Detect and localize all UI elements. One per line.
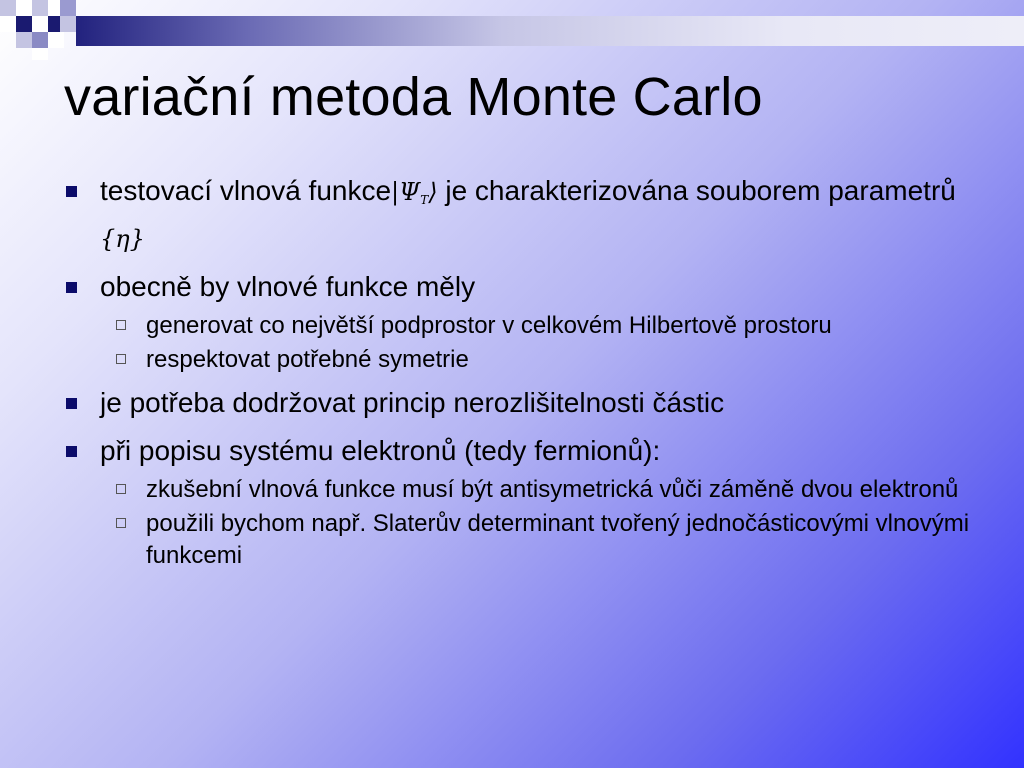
decor-square — [0, 0, 16, 16]
decor-square — [32, 32, 48, 48]
parameter-set-formula: {η} — [100, 225, 145, 253]
sub-list-item — [64, 474, 984, 506]
item-text: při popisu systému elektronů (tedy fermionů): — [100, 435, 661, 466]
decor-square — [60, 16, 76, 32]
list-item — [64, 268, 984, 306]
sub-item-text: použili bychom např. Slaterův determinant tvořený jednočásticovými vlnovými funkcemi — [146, 510, 970, 569]
hollow-square-bullet-icon — [116, 320, 126, 330]
slide-title: variační metoda Monte Carlo — [64, 67, 763, 127]
list-item — [64, 172, 984, 258]
sub-list-item — [64, 344, 984, 376]
sub-item-text: generovat co největší podprostor v celkovém Hilbertově prostoru — [146, 312, 832, 339]
corner-decoration — [0, 0, 1024, 60]
item-text: je potřeba dodržovat princip nerozlišitelnosti částic — [100, 387, 725, 418]
sub-list-item — [64, 508, 984, 572]
sub-item-text: zkušební vlnová funkce musí být antisymetrická vůči záměně dvou elektronů — [146, 476, 959, 503]
item-text: testovací vlnová funkce — [100, 175, 392, 206]
list-item — [64, 384, 984, 422]
decor-square — [32, 48, 48, 60]
decor-square — [48, 32, 64, 48]
sub-list-item — [64, 310, 984, 342]
item-text: je charakterizována souborem parametrů — [437, 175, 956, 206]
decor-square — [0, 16, 16, 32]
wavefunction-formula: $|\Psi_T⟩$ — [391, 178, 438, 207]
item-text: obecně by vlnové funkce měly — [100, 271, 476, 302]
hollow-square-bullet-icon — [116, 354, 126, 364]
decor-square — [32, 16, 48, 32]
decor-square — [60, 0, 76, 16]
square-bullet-icon — [66, 398, 77, 409]
decor-square — [16, 32, 32, 48]
hollow-square-bullet-icon — [116, 484, 126, 494]
title-bar-decoration — [76, 16, 1024, 46]
sub-item-text: respektovat potřebné symetrie — [146, 346, 469, 373]
decor-square — [16, 0, 32, 16]
square-bullet-icon — [66, 446, 77, 457]
square-bullet-icon — [66, 282, 77, 293]
list-item — [64, 432, 984, 470]
decor-square — [16, 16, 32, 32]
hollow-square-bullet-icon — [116, 518, 126, 528]
decor-square — [32, 0, 48, 16]
square-bullet-icon — [66, 186, 77, 197]
bullet-list — [64, 172, 984, 580]
